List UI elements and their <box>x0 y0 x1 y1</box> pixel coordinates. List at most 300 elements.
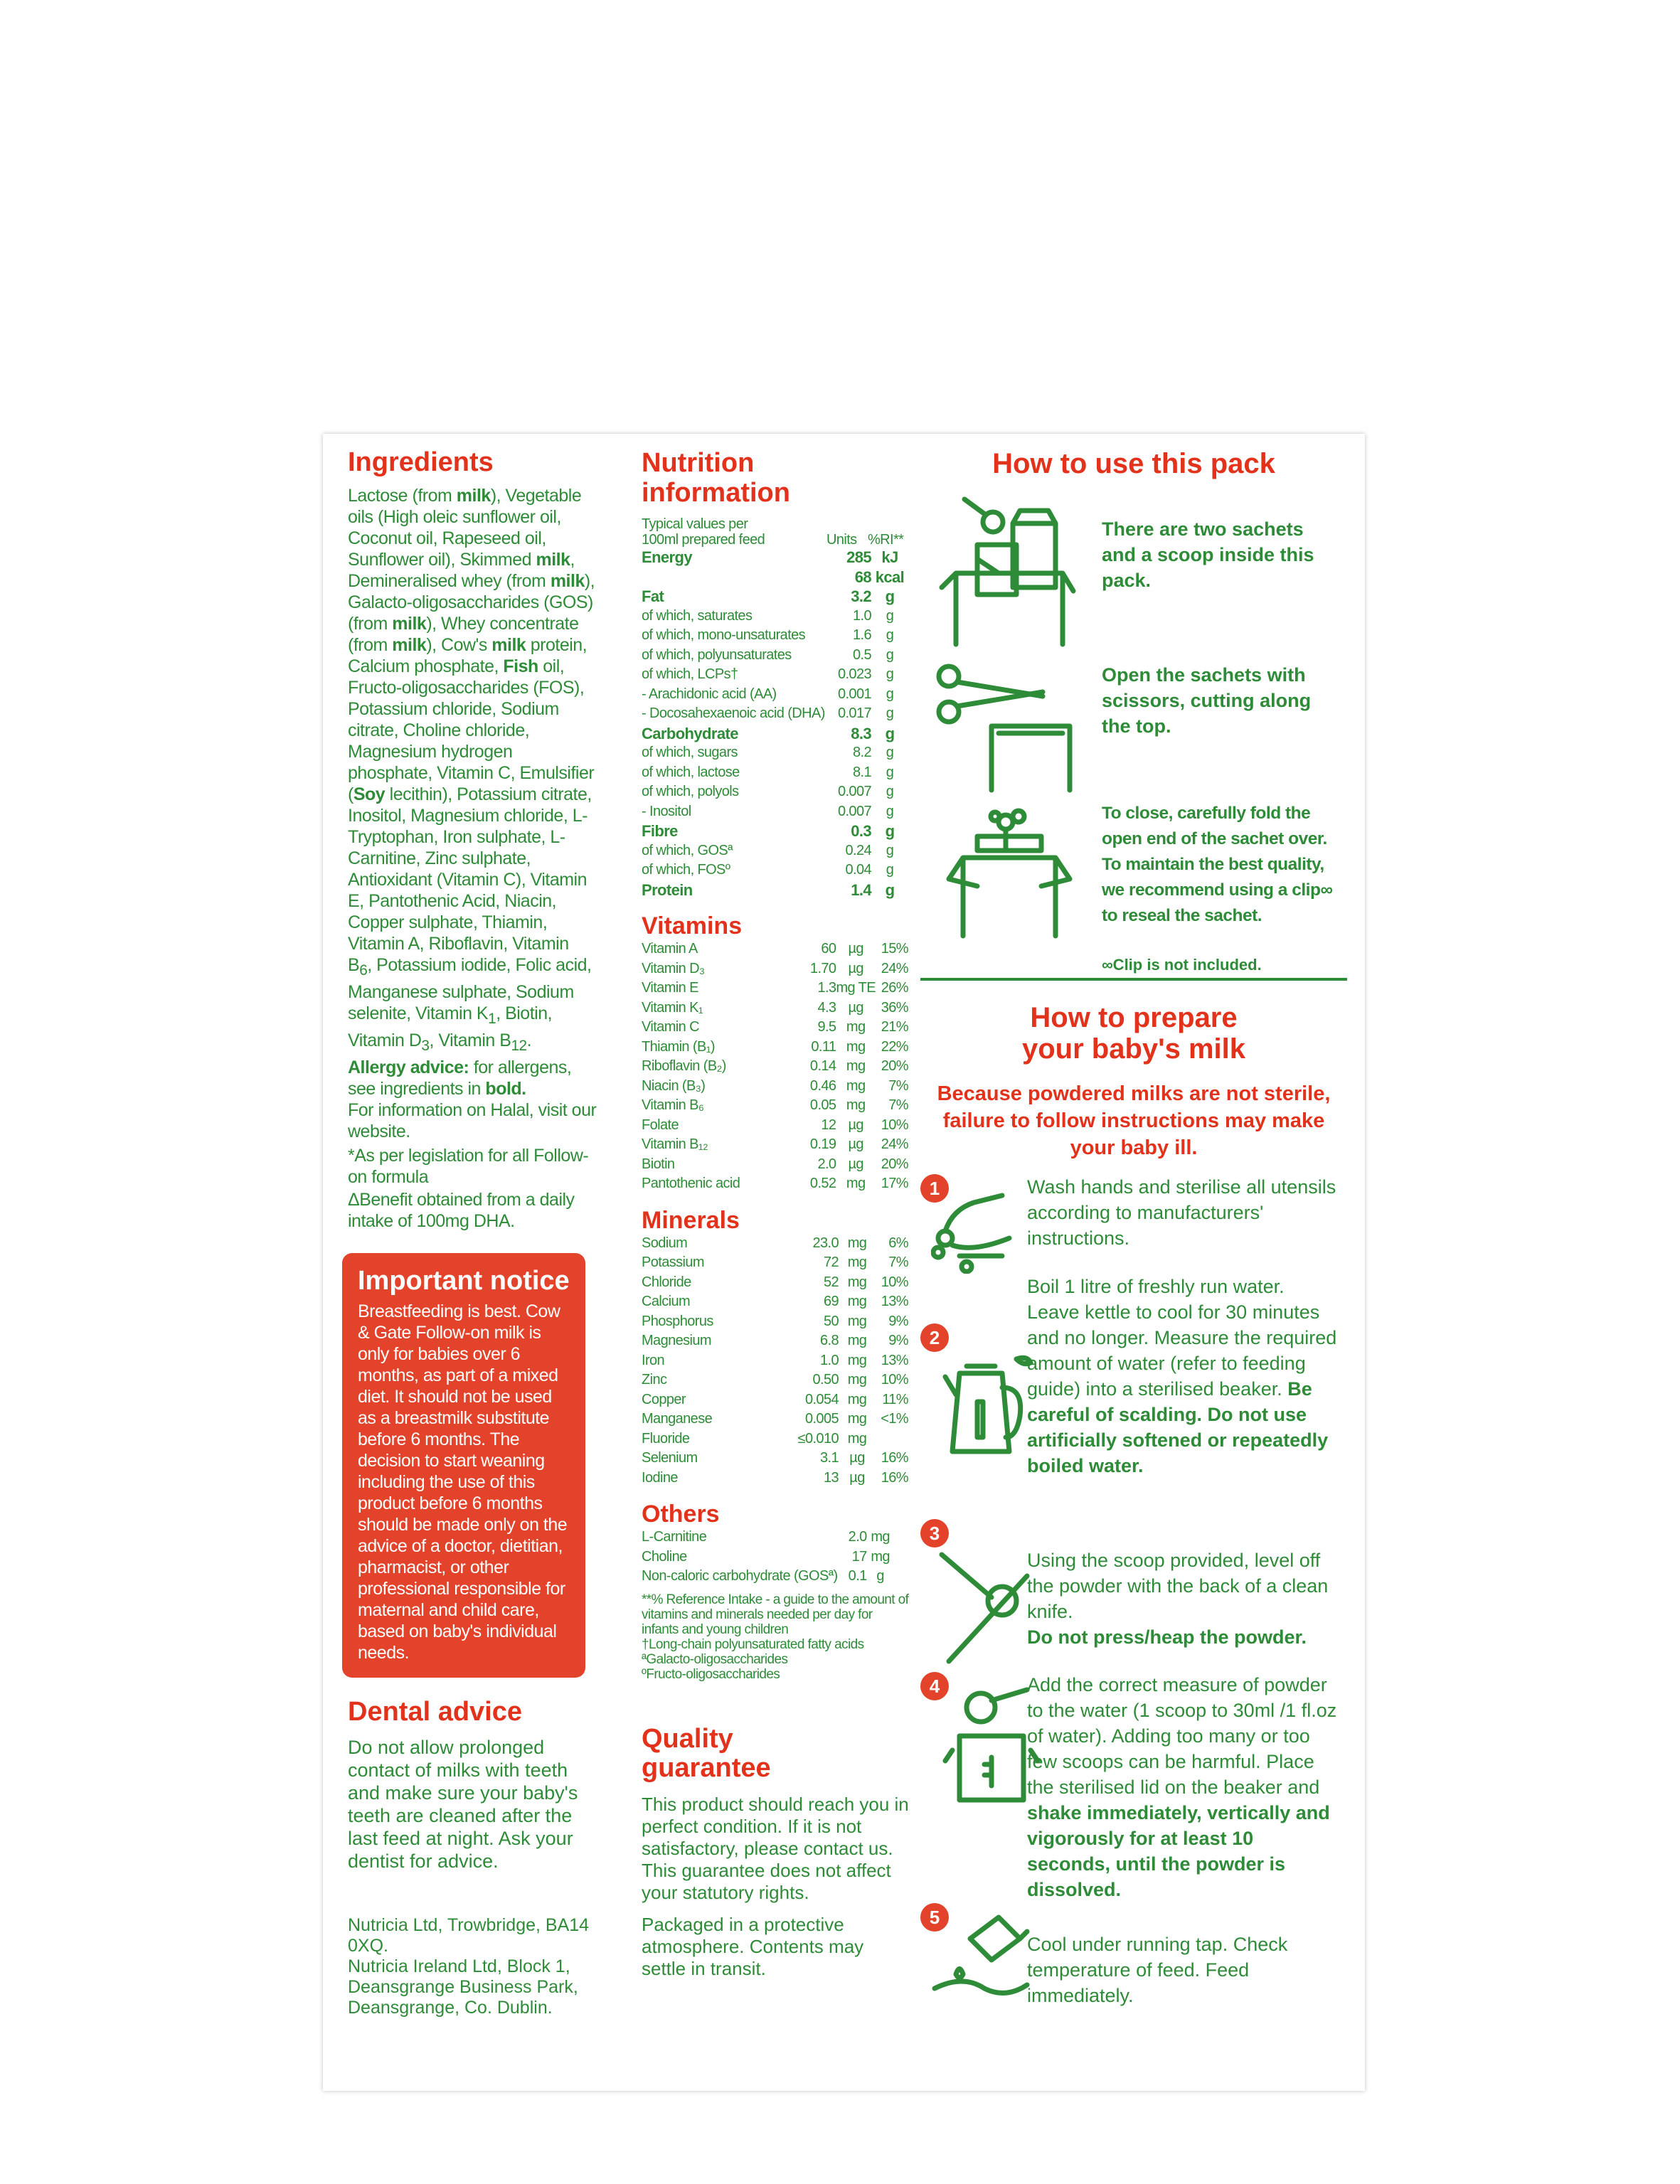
left-column <box>348 448 597 2018</box>
nutrition-value: 0.3 <box>851 822 871 840</box>
vitamin-unit: mg <box>846 1077 866 1094</box>
other-ri <box>894 1567 908 1587</box>
mineral-ri: 9% <box>888 1313 908 1329</box>
footnote-legislation: *As per legislation for all Follow-on formula <box>348 1145 589 1187</box>
vitamin-name: Vitamin D₃ <box>642 960 705 976</box>
packaged-text: Packaged in a protective atmosphere. Contents may settle in transit. <box>642 1914 864 1980</box>
vitamin-ri: 22% <box>881 1038 908 1055</box>
vitamin-row <box>642 1038 908 1058</box>
nutrition-name <box>642 568 829 587</box>
vitamin-row <box>642 1116 908 1136</box>
middle-column <box>642 448 912 1980</box>
hand-washing-icon <box>931 1188 1016 1274</box>
nutrition-row <box>642 685 908 705</box>
step-4-number: 4 <box>920 1672 949 1700</box>
nutrition-unit: g <box>886 666 894 682</box>
mineral-name: Potassium <box>642 1255 704 1270</box>
mineral-row <box>642 1429 908 1449</box>
kettle-icon <box>942 1352 1041 1466</box>
nutrition-unit: g <box>886 803 894 819</box>
mineral-value: 6.8 <box>819 1333 839 1348</box>
mineral-row <box>642 1370 908 1390</box>
nutrition-value: 8.3 <box>851 724 871 742</box>
nutrition-name: of which, polyols <box>642 784 739 799</box>
nutrition-unit: g <box>886 745 894 760</box>
mineral-name: Chloride <box>642 1274 691 1290</box>
nutrition-name: Fat <box>642 587 664 605</box>
step-2-bold: Be careful of scalding. Do not use artificially softened or repeatedly boiled water. <box>1027 1378 1329 1476</box>
vitamin-ri: 24% <box>881 1136 908 1152</box>
ingredients-title: Ingredients <box>348 447 494 477</box>
vitamin-row <box>642 1135 908 1155</box>
address-uk: Nutricia Ltd, Trowbridge, BA14 0XQ. <box>348 1914 590 1956</box>
vitamin-unit: µg <box>848 1136 863 1152</box>
mineral-name: Iodine <box>642 1469 678 1486</box>
quality-title-1: Quality <box>642 1723 733 1754</box>
bottle-wrist-icon <box>927 1910 1034 2017</box>
nutrition-value: 0.017 <box>837 705 871 721</box>
step-2-text <box>1027 1274 1340 1479</box>
prepare-title-1: How to prepare <box>1030 1002 1238 1033</box>
other-unit: mg <box>871 1529 890 1545</box>
right-column <box>920 448 1347 2017</box>
vitamin-name: Pantothenic acid <box>642 1176 740 1191</box>
vitamin-name: Biotin <box>642 1156 675 1172</box>
footnote: ºFructo-oligosaccharides <box>642 1666 780 1682</box>
vitamin-value: 1.3 <box>817 980 836 996</box>
mineral-unit: mg <box>847 1255 867 1270</box>
nutrition-row <box>642 802 908 822</box>
mineral-name: Calcium <box>642 1294 691 1309</box>
vitamin-unit: µg <box>848 960 863 976</box>
mineral-ri: 9% <box>888 1333 908 1348</box>
mineral-row <box>642 1469 908 1488</box>
vitamin-row <box>642 1057 908 1077</box>
other-row <box>642 1548 908 1567</box>
ri-header: %RI** <box>868 532 904 548</box>
vitamin-ri: 24% <box>881 960 908 976</box>
mineral-value: 3.1 <box>819 1450 839 1466</box>
mineral-name: Selenium <box>642 1450 698 1466</box>
nutrition-name: of which, FOSº <box>642 862 730 878</box>
typical-line-2: 100ml prepared feed <box>642 532 765 548</box>
nutrition-title-2: information <box>642 478 790 508</box>
vitamin-value: 12 <box>821 1117 836 1133</box>
units-header: Units <box>826 532 857 548</box>
mineral-value: 0.005 <box>804 1411 839 1427</box>
other-value: 0.1 <box>848 1568 867 1584</box>
nutrition-row <box>642 724 908 744</box>
mineral-ri: 13% <box>881 1294 908 1309</box>
step-5-text: Cool under running tap. Check temperature of feed. Feed immediately. <box>1027 1934 1288 2006</box>
vitamin-row <box>642 1096 908 1116</box>
nutrition-unit: g <box>885 822 895 840</box>
mineral-row <box>642 1390 908 1410</box>
quality-title-2: guarantee <box>642 1753 771 1784</box>
nutrition-name: of which, sugars <box>642 745 738 760</box>
nutrition-row <box>642 821 908 841</box>
mineral-unit: mg <box>847 1294 867 1309</box>
nutrition-row <box>642 743 908 763</box>
step-4-bold: shake immediately, vertically and vigorously for at least 10 seconds, until the powder is dissolved. <box>1027 1802 1330 1900</box>
mineral-name: Copper <box>642 1391 686 1407</box>
nutrition-name: of which, saturates <box>642 607 753 624</box>
vitamin-name: Riboflavin (B₂) <box>642 1058 726 1074</box>
vitamins-table <box>642 939 908 1194</box>
step-5-number: 5 <box>920 1903 949 1932</box>
other-ri <box>894 1528 908 1548</box>
vitamin-value: 0.46 <box>809 1077 836 1094</box>
nutrition-value: 68 <box>854 568 871 586</box>
vitamin-unit: mg <box>846 1038 866 1055</box>
nutrition-row <box>642 841 908 861</box>
nutrition-name: - Docosahexaenoic acid (DHA) <box>642 705 825 721</box>
allergy-label: Allergy advice: <box>348 1057 469 1077</box>
vitamin-unit: µg <box>848 1156 863 1172</box>
scoop-knife-icon <box>935 1548 1041 1668</box>
step-3-number: 3 <box>920 1519 949 1548</box>
vitamin-name: Thiamin (B₁) <box>642 1038 715 1055</box>
other-name: Choline <box>642 1548 687 1565</box>
vitamin-unit: mg <box>846 1097 866 1113</box>
vitamin-row <box>642 1077 908 1097</box>
other-value: 2.0 <box>848 1529 867 1545</box>
vitamin-row <box>642 1174 908 1194</box>
vitamin-unit: mg <box>846 1058 866 1074</box>
step-3-bold: Do not press/heap the powder. <box>1027 1626 1307 1648</box>
mineral-value: 69 <box>823 1294 839 1309</box>
box-with-sachets-icon <box>927 495 1084 651</box>
vitamin-ri: 36% <box>881 999 908 1016</box>
footnote: **% Reference Intake - a guide to the amount of vitamins and minerals needed per day for infants and young children <box>642 1592 909 1637</box>
nutrition-value: 0.023 <box>837 666 871 682</box>
other-row <box>642 1567 908 1587</box>
vitamin-value: 0.05 <box>809 1097 836 1113</box>
minerals-title: Minerals <box>642 1206 740 1234</box>
halal-info: For information on Halal, visit our website. <box>348 1099 597 1141</box>
nutrition-value: 1.0 <box>852 607 871 624</box>
mineral-unit: mg <box>847 1313 867 1329</box>
nutrition-value: 8.1 <box>852 764 871 780</box>
nutrition-unit: g <box>885 587 895 605</box>
nutrition-name: Protein <box>642 880 693 899</box>
vitamin-row <box>642 959 908 979</box>
mineral-value: ≤0.010 <box>797 1430 839 1447</box>
dental-text: Do not allow prolonged contact of milks with teeth and make sure your baby's teeth are cleaned after the last feed at night. Ask your dentist for advice. <box>348 1736 578 1872</box>
how-to-prepare-title <box>920 1002 1347 1065</box>
vitamin-name: Vitamin E <box>642 980 698 996</box>
vitamin-row <box>642 998 908 1018</box>
notice-text: Breastfeeding is best. Cow & Gate Follow-on milk is only for babies over 6 months, as part of a mixed diet. It should not be used as a breastmilk substitute before 6 months. The decision to start weaning including the use of this product before 6 months should be made only on the advice of a doctor, dietitian, pharmacist, or other professional responsible for maternal and child care, based on baby's individual needs. <box>358 1301 568 1663</box>
nutrition-unit: g <box>886 764 894 780</box>
step-3-plain: Using the scoop provided, level off the powder with the back of a clean knife. <box>1027 1550 1329 1622</box>
typical-line-1: Typical values per <box>642 516 748 532</box>
mineral-name: Iron <box>642 1352 665 1368</box>
step-4-text <box>1027 1672 1340 1902</box>
notice-title: Important notice <box>358 1265 570 1296</box>
box-clip-icon <box>927 801 1091 957</box>
vitamin-unit: µg <box>848 1117 863 1133</box>
mineral-value: 50 <box>823 1313 839 1329</box>
vitamin-unit: mg <box>846 1176 866 1191</box>
nutrition-name: Carbohydrate <box>642 724 738 742</box>
mineral-row <box>642 1410 908 1429</box>
nutrition-value: 0.007 <box>837 803 871 819</box>
nutrition-row <box>642 568 908 587</box>
vitamin-unit: µg <box>848 999 863 1016</box>
mineral-row <box>642 1351 908 1371</box>
howto-step-pack-text: There are two sachets and a scoop inside this pack. <box>1102 518 1314 591</box>
nutrition-footnotes <box>642 1592 912 1682</box>
nutrition-unit: g <box>886 862 894 878</box>
footnote-dha: ΔBenefit obtained from a daily intake of 100mg DHA. <box>348 1189 575 1231</box>
nutrition-name: of which, polyunsaturates <box>642 646 792 663</box>
mineral-ri: 10% <box>881 1372 908 1387</box>
step-3-text <box>1027 1548 1340 1650</box>
footnote: †Long-chain polyunsaturated fatty acids <box>642 1636 864 1652</box>
mineral-ri: 10% <box>881 1274 908 1290</box>
mineral-unit: mg <box>847 1372 867 1387</box>
mineral-ri: 7% <box>888 1255 908 1270</box>
nutrition-name: Fibre <box>642 822 678 840</box>
mineral-name: Phosphorus <box>642 1313 713 1329</box>
howto-step-scissors <box>920 655 1347 801</box>
vitamin-value: 0.11 <box>811 1038 836 1055</box>
pack-back-panel <box>323 434 1365 2091</box>
vitamin-ri: 7% <box>888 1097 908 1113</box>
prepare-step-5 <box>920 1903 1347 2017</box>
allergy-text: for allergens, see ingredients in <box>348 1057 572 1099</box>
footnote: ªGalacto-oligosaccharides <box>642 1651 788 1667</box>
vitamin-value: 4.3 <box>817 999 836 1016</box>
mineral-row <box>642 1312 908 1332</box>
allergy-advice <box>348 1057 597 1099</box>
step-2-number: 2 <box>920 1323 949 1352</box>
allergy-bold: bold. <box>485 1078 526 1099</box>
mineral-value: 1.0 <box>819 1352 839 1368</box>
mineral-name: Magnesium <box>642 1333 711 1348</box>
typical-line-2-row <box>642 532 912 548</box>
vitamin-ri: 17% <box>881 1176 908 1191</box>
howto-step-pack <box>920 495 1347 655</box>
nutrition-unit: g <box>885 724 895 742</box>
vitamin-value: 60 <box>821 941 836 957</box>
vitamin-value: 2.0 <box>817 1156 836 1172</box>
mineral-unit: µg <box>849 1469 865 1486</box>
mineral-unit: mg <box>847 1391 867 1407</box>
dental-advice <box>348 1698 597 1873</box>
nutrition-name: of which, GOSª <box>642 842 733 858</box>
mineral-row <box>642 1253 908 1273</box>
nutrition-title <box>642 448 912 508</box>
other-row <box>642 1528 908 1548</box>
vitamin-row <box>642 1018 908 1038</box>
vitamin-value: 0.52 <box>809 1176 836 1191</box>
ingredients-text: Lactose (from milk), Vegetable oils (High oleic sunflower oil, Coconut oil, Rapeseed oil, Sunflower oil), Skimmed milk, Demineralised whey (from milk), Galacto-oligosaccharides (GOS) (from milk), Whey concentrate (from milk), Cow's milk protein, Calcium phosphate, Fish oil, Fructo-oligosaccharides (FOS), Potassium chloride, Sodium citrate, Choline chloride, Magnesium hydrogen phosphate, Vitamin C, Emulsifier (Soy lecithin), Potassium citrate, Inositol, Magnesium chloride, L-Tryptophan, Iron sulphate, L-Carnitine, Zinc sulphate, Antioxidant (Vitamin C), Vitamin E, Pantothenic Acid, Niacin, Copper sulphate, Thiamin, Vitamin A, Riboflavin, Vitamin $B_6$, Potassium iodide, Folic acid, Manganese sulphate, Sodium selenite, Vitamin $K_1$, Biotin, Vitamin $D_3$, Vitamin $B_{12}$. <box>348 485 595 1054</box>
nutrition-name: of which, LCPs† <box>642 666 738 682</box>
nutrition-value: 0.007 <box>837 784 871 799</box>
mineral-unit: µg <box>849 1450 865 1466</box>
how-to-use-title: How to use this pack <box>992 448 1275 479</box>
mineral-name: Zinc <box>642 1372 667 1387</box>
nutrition-name: of which, lactose <box>642 764 740 780</box>
mineral-ri: 6% <box>888 1235 908 1251</box>
mineral-value: 13 <box>823 1469 839 1486</box>
mineral-unit: mg <box>847 1411 867 1427</box>
nutrition-row <box>642 607 908 627</box>
vitamin-value: 0.14 <box>809 1058 836 1074</box>
nutrition-value: 0.24 <box>845 842 871 858</box>
vitamin-unit: mg TE <box>836 980 876 996</box>
nutrition-row <box>642 646 908 666</box>
mineral-name: Manganese <box>642 1411 713 1427</box>
vitamin-unit: mg <box>846 1019 866 1035</box>
vitamin-row <box>642 939 908 959</box>
howto-step-reseal <box>920 801 1347 975</box>
nutrition-unit: kJ <box>881 548 898 566</box>
mineral-ri: 11% <box>882 1391 908 1407</box>
mineral-unit: mg <box>847 1333 867 1348</box>
nutrition-name: Energy <box>642 548 692 566</box>
quality-guarantee <box>642 1725 912 1981</box>
others-title: Others <box>642 1501 720 1528</box>
vitamin-name: Vitamin B₁₂ <box>642 1136 708 1152</box>
mineral-ri: 16% <box>881 1450 908 1466</box>
nutrition-name: of which, mono-unsaturates <box>642 627 806 643</box>
mineral-unit: mg <box>847 1352 867 1368</box>
vitamin-name: Folate <box>642 1117 679 1133</box>
nutrition-value: 3.2 <box>851 587 871 605</box>
vitamin-value: 1.70 <box>809 960 836 976</box>
prepare-step-4 <box>920 1672 1347 1907</box>
vitamin-ri: 7% <box>888 1077 908 1094</box>
vitamin-name: Vitamin K₁ <box>642 999 703 1016</box>
mineral-value: 52 <box>823 1274 839 1290</box>
nutrition-unit: g <box>885 880 895 899</box>
mineral-row <box>642 1449 908 1469</box>
nutrition-table <box>642 548 908 900</box>
prepare-step-2 <box>920 1274 1347 1519</box>
vitamin-ri: 10% <box>881 1117 908 1133</box>
prepare-step-1 <box>920 1174 1347 1274</box>
nutrition-unit: g <box>886 842 894 858</box>
vitamin-ri: 26% <box>881 980 908 996</box>
vitamin-ri: 21% <box>881 1019 908 1035</box>
nutrition-value: 0.5 <box>852 646 871 663</box>
vitamin-name: Vitamin A <box>642 941 698 957</box>
nutrition-unit: g <box>886 705 894 721</box>
nutrition-row <box>642 763 908 783</box>
mineral-row <box>642 1292 908 1312</box>
vitamins-title: Vitamins <box>642 912 743 939</box>
address-ie: Nutricia Ireland Ltd, Block 1, Deansgrange Business Park, Deansgrange, Co. Dublin. <box>348 1956 578 2018</box>
vitamin-ri: 20% <box>881 1156 908 1172</box>
nutrition-title-1: Nutrition <box>642 448 755 478</box>
nutrition-row <box>642 587 908 607</box>
important-notice <box>342 1253 585 1678</box>
manufacturer-address <box>348 1915 597 2018</box>
step-1-number: 1 <box>920 1174 949 1203</box>
nutrition-row <box>642 665 908 685</box>
other-name: L-Carnitine <box>642 1529 707 1545</box>
nutrition-unit: g <box>886 784 894 799</box>
nutrition-value: 1.4 <box>851 880 871 899</box>
step-1-text: Wash hands and sterilise all utensils according to manufacturers' instructions. <box>1027 1176 1336 1249</box>
howto-step-scissors-text: Open the sachets with scissors, cutting along the top. <box>1102 664 1312 737</box>
other-value: 17 <box>851 1548 867 1565</box>
mineral-unit: mg <box>847 1274 867 1290</box>
prepare-title-2: your baby's milk <box>1021 1033 1246 1065</box>
nutrition-unit: g <box>886 627 894 643</box>
vitamin-value: 9.5 <box>817 1019 836 1035</box>
nutrition-value: 0.001 <box>837 686 871 702</box>
scissors-sachet-icon <box>927 655 1084 797</box>
vitamin-row <box>642 979 908 998</box>
mineral-ri <box>876 1429 908 1449</box>
nutrition-row <box>642 782 908 802</box>
quality-title <box>642 1725 912 1784</box>
vitamin-ri: 15% <box>881 941 908 957</box>
step-2-plain: Boil 1 litre of freshly run water. Leave kettle to cool for 30 minutes and no longer. Measure the required amount of water (refer to feeding guide) into a sterilised beaker. <box>1027 1276 1337 1400</box>
others-table <box>642 1528 908 1587</box>
nutrition-value: 8.2 <box>852 745 871 760</box>
mineral-row <box>642 1273 908 1293</box>
nutrition-unit: g <box>886 686 894 702</box>
mineral-ri: <1% <box>881 1411 908 1427</box>
nutrition-row <box>642 880 908 900</box>
mineral-ri: 16% <box>881 1469 908 1486</box>
nutrition-row <box>642 626 908 646</box>
minerals-table <box>642 1234 908 1488</box>
vitamin-unit: µg <box>848 941 863 957</box>
dental-title: Dental advice <box>348 1696 522 1727</box>
mineral-value: 23.0 <box>812 1235 839 1251</box>
mineral-value: 0.054 <box>804 1391 839 1407</box>
clip-note: ∞Clip is not included. <box>1102 956 1262 974</box>
mineral-row <box>642 1331 908 1351</box>
vitamin-value: 0.19 <box>809 1136 836 1152</box>
nutrition-value: 1.6 <box>852 627 871 643</box>
vitamin-name: Niacin (B₃) <box>642 1077 706 1094</box>
howto-step-reseal-text: To close, carefully fold the open end of the sachet over. To maintain the best quality, we recommend using a clip∞ to reseal the sachet. <box>1102 804 1333 925</box>
quality-text: This product should reach you in perfect condition. If it is not satisfactory, please contact us. This guarantee does not affect your statutory rights. <box>642 1794 909 1904</box>
nutrition-unit: kcal <box>875 568 905 586</box>
nutrition-row <box>642 548 908 568</box>
vitamin-row <box>642 1155 908 1175</box>
nutrition-value: 285 <box>846 548 871 566</box>
prepare-step-3 <box>920 1519 1347 1672</box>
section-divider <box>920 978 1347 981</box>
nutrition-name: - Inositol <box>642 803 691 819</box>
mineral-unit: mg <box>847 1430 867 1447</box>
vitamin-name: Vitamin C <box>642 1019 699 1035</box>
typical-values-header <box>642 516 912 548</box>
nutrition-name: - Arachidonic acid (AA) <box>642 686 777 702</box>
other-unit: g <box>876 1568 884 1584</box>
other-unit: mg <box>871 1548 890 1565</box>
mineral-value: 72 <box>823 1255 839 1270</box>
nutrition-row <box>642 861 908 880</box>
mineral-row <box>642 1234 908 1254</box>
nutrition-unit: g <box>886 607 894 624</box>
other-ri <box>894 1548 908 1567</box>
sterile-warning: Because powdered milks are not sterile, failure to follow instructions may make your baby ill. <box>937 1082 1331 1159</box>
vitamin-name: Vitamin B₆ <box>642 1097 704 1113</box>
step-4-plain: Add the correct measure of powder to the water (1 scoop to 30ml /1 fl.oz of water). Adding too many or too few scoops can be harmful. Place the sterilised lid on the beaker and <box>1027 1674 1337 1798</box>
mineral-name: Sodium <box>642 1235 688 1251</box>
mineral-name: Fluoride <box>642 1430 690 1447</box>
nutrition-row <box>642 704 908 724</box>
